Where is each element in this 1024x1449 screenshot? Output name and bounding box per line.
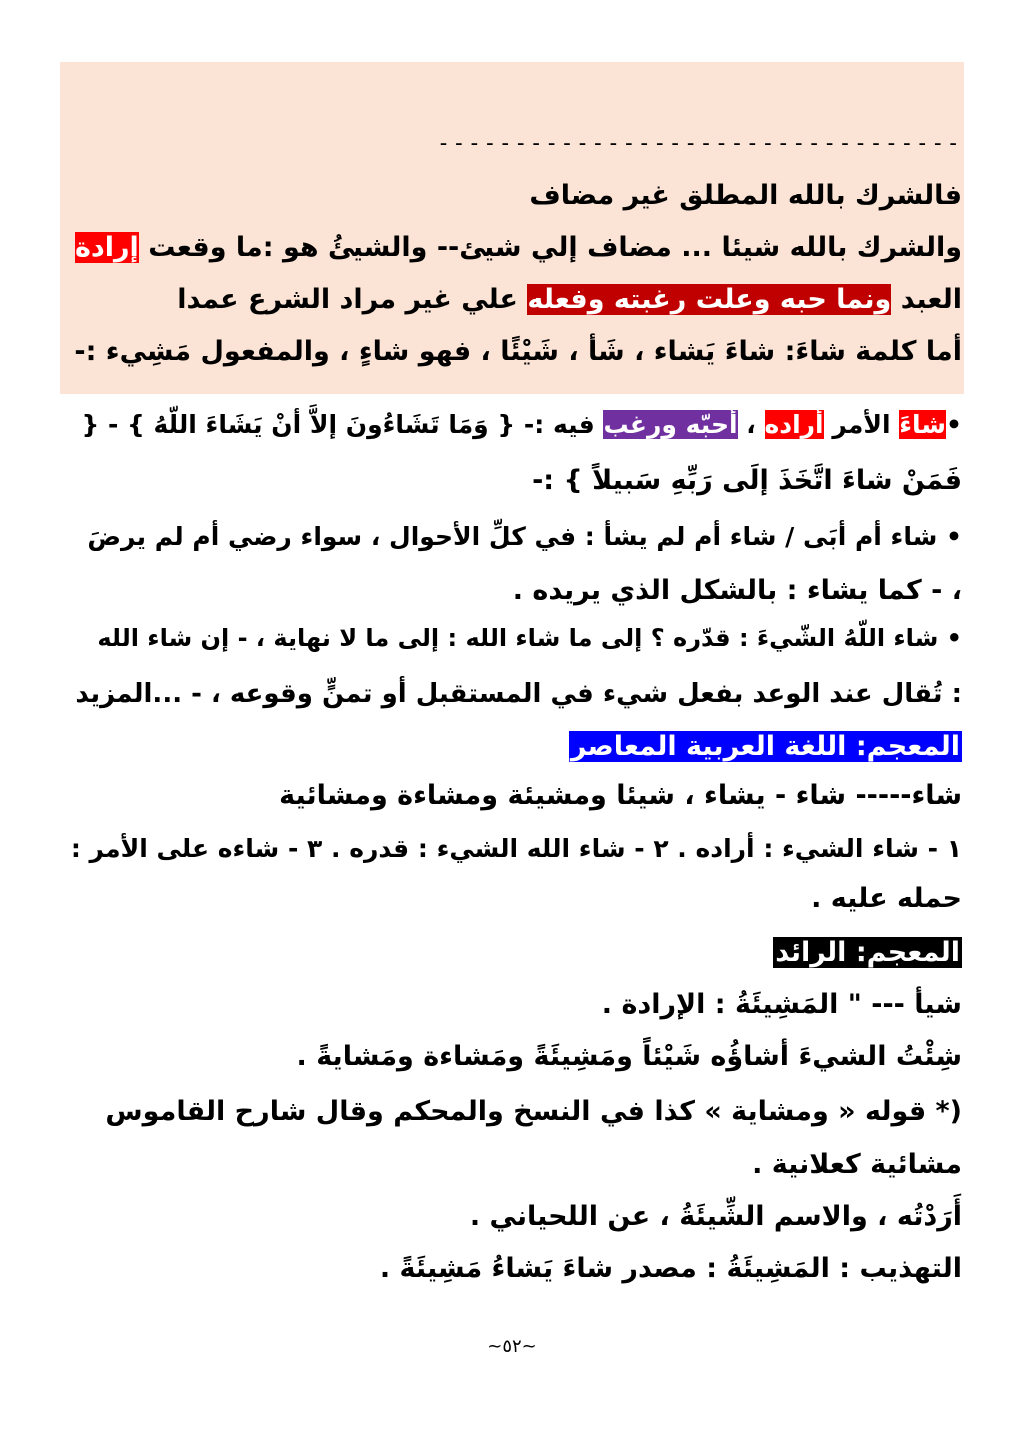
- highlight-desire-phrase: ونما حبه وعلت رغبته وفعله: [527, 284, 892, 315]
- bullet-line-1: [81, 406, 962, 444]
- raed-line-3: (* قوله « ومشاية » كذا في النسخ والمحكم وقال شارح القاموس: [105, 1096, 962, 1127]
- dictionary-heading-contemporary: [569, 728, 962, 766]
- bullet-line-2: • شاء أم أبَى / شاء أم لم يشأ : في كلِّ الأحوال ، سواء رضي أم لم يرضَ: [87, 522, 962, 551]
- bullet-line-1-text-b: ،: [737, 410, 765, 439]
- dictionary-heading-raed: [773, 934, 962, 972]
- page-number: ~٥٢~: [487, 1336, 537, 1357]
- dashed-separator: ----------------------------------: [436, 131, 962, 156]
- heading-raed-label: المعجم: الرائد: [775, 937, 960, 968]
- box-line-3-start: العبد: [891, 284, 962, 315]
- box-line-2-text: والشرك بالله شيئا ... مضاف إلي شيئ-- والشيئُ هو :ما وقعت: [138, 232, 962, 263]
- highlight-shaa: شاءَ: [899, 410, 947, 439]
- bullet-line-3: • شاء اللّهُ الشّيءَ : قدّره ؟ إلى ما شاء الله : إلى ما لا نهاية ، - إن شاء الله: [97, 624, 962, 652]
- dict-line-2: ١ - شاء الشيء : أراده . ٢ - شاء الله الشيء : قدره . ٣ - شاءه على الأمر :: [70, 834, 962, 863]
- box-line-3-end: علي غير مراد الشرع عمدا: [177, 284, 528, 315]
- dict-line-1: شاء----- شاء - يشاء ، شيئا ومشيئة ومشاءة ومشائية: [279, 780, 962, 811]
- box-line-1: فالشرك بالله المطلق غير مضاف: [529, 180, 962, 211]
- box-line-2: [75, 229, 962, 267]
- raed-line-5: أَرَدْتُه ، والاسم الشِّيئَةُ ، عن اللحياني .: [469, 1201, 962, 1232]
- bullet-line-1-text-c: فيه :- { وَمَا تَشَاءُونَ إلاَّ أنْ يَشَاءَ اللّهُ } - {: [81, 410, 604, 439]
- dict-line-3: حمله عليه .: [811, 883, 962, 914]
- highlight-ahabbahu: أحبّه ورغب: [603, 410, 738, 439]
- bullet-line-1-cont: فَمَنْ شاءَ اتَّخَذَ إلَى رَبِّهِ سَبيلاً } :-: [532, 465, 962, 496]
- bullet-line-2-cont: ، - كما يشاء : بالشكل الذي يريده .: [512, 575, 962, 606]
- raed-line-6: التهذيب : المَشِيئَةُ : مصدر شاءَ يَشاءُ مَشِيئَةً .: [379, 1253, 962, 1284]
- highlight-arada: أراده: [764, 410, 824, 439]
- heading-contemporary-label: المعجم: اللغة العربية المعاصر: [570, 731, 960, 762]
- raed-line-1: شيأ --- " المَشِيئَةُ : الإرادة .: [601, 989, 962, 1020]
- box-line-4: أما كلمة شاءَ: شاءَ يَشاء ، شَأ ، شَيْئًا ، فهو شاءٍ ، والمفعول مَشِيء :-: [74, 336, 962, 367]
- highlight-irada: إرادة: [74, 232, 139, 263]
- raed-line-2: شِئْتُ الشيءَ أشاؤُه شَيْئاً ومَشِيئَةً ومَشاءة ومَشايةً .: [296, 1041, 962, 1072]
- bullet-line-1-text-a: الأمر: [823, 410, 900, 439]
- raed-line-4: مشائية كعلانية .: [752, 1149, 962, 1180]
- box-line-3: [177, 281, 962, 319]
- bullet-line-3-cont: : تُقال عند الوعد بفعل شيء في المستقبل أو تمنٍّ وقوعه ، - ...المزيد: [75, 679, 962, 709]
- bullet-icon: •: [946, 410, 962, 439]
